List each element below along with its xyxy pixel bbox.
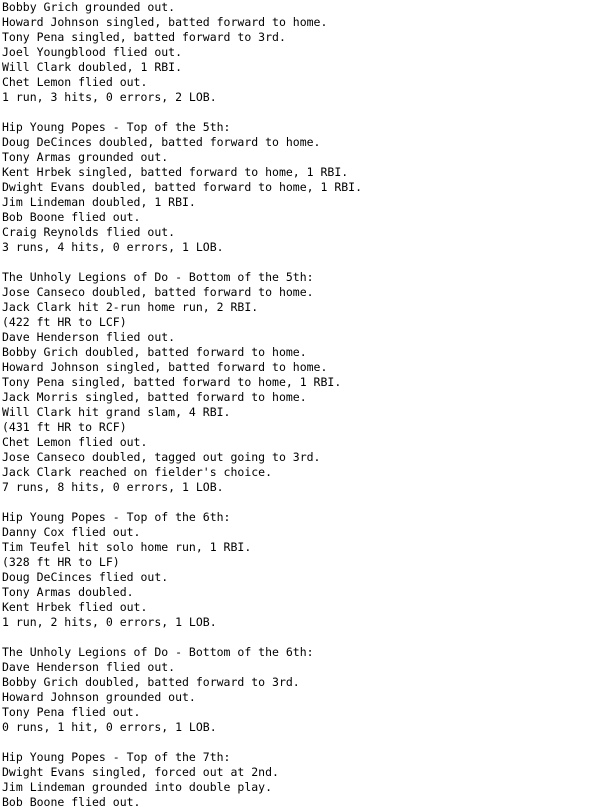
play-line: Will Clark hit grand slam, 4 RBI. bbox=[2, 405, 231, 419]
inning-summary: 7 runs, 8 hits, 0 errors, 1 LOB. bbox=[2, 480, 224, 494]
play-line: Jack Clark reached on fielder's choice. bbox=[2, 465, 273, 479]
play-line: Dave Henderson flied out. bbox=[2, 330, 176, 344]
inning-summary: 1 run, 2 hits, 0 errors, 1 LOB. bbox=[2, 615, 217, 629]
inning-header: Hip Young Popes - Top of the 6th: bbox=[2, 510, 231, 524]
play-line: Doug DeCinces flied out. bbox=[2, 570, 169, 584]
play-line: (328 ft HR to LF) bbox=[2, 555, 120, 569]
play-line: Doug DeCinces doubled, batted forward to home. bbox=[2, 135, 321, 149]
inning-summary: 3 runs, 4 hits, 0 errors, 1 LOB. bbox=[2, 240, 224, 254]
inning-header: Hip Young Popes - Top of the 7th: bbox=[2, 750, 231, 764]
play-line: Howard Johnson singled, batted forward to home. bbox=[2, 15, 328, 29]
play-line: Bobby Grich doubled, batted forward to home. bbox=[2, 345, 307, 359]
play-line: Jack Clark hit 2-run home run, 2 RBI. bbox=[2, 300, 259, 314]
play-line: Danny Cox flied out. bbox=[2, 525, 141, 539]
play-line: Bobby Grich grounded out. bbox=[2, 0, 176, 14]
play-line: Tony Armas grounded out. bbox=[2, 150, 169, 164]
play-line: Jose Canseco doubled, tagged out going to 3rd. bbox=[2, 450, 321, 464]
play-line: Bobby Grich doubled, batted forward to 3rd. bbox=[2, 675, 300, 689]
play-line: Howard Johnson grounded out. bbox=[2, 690, 196, 704]
inning-summary: 0 runs, 1 hit, 0 errors, 1 LOB. bbox=[2, 720, 217, 734]
play-line: Tony Pena singled, batted forward to 3rd. bbox=[2, 30, 286, 44]
play-line: (431 ft HR to RCF) bbox=[2, 420, 127, 434]
play-line: Dwight Evans doubled, batted forward to home, 1 RBI. bbox=[2, 180, 363, 194]
play-line: Kent Hrbek singled, batted forward to home, 1 RBI. bbox=[2, 165, 349, 179]
play-line: Dave Henderson flied out. bbox=[2, 660, 176, 674]
inning-header: The Unholy Legions of Do - Bottom of the 6th: bbox=[2, 645, 314, 659]
play-line: Craig Reynolds flied out. bbox=[2, 225, 176, 239]
blank-line bbox=[2, 630, 362, 645]
play-line: Tony Armas doubled. bbox=[2, 585, 134, 599]
play-line: Chet Lemon flied out. bbox=[2, 435, 148, 449]
inning-header: Hip Young Popes - Top of the 5th: bbox=[2, 120, 231, 134]
play-line: Jim Lindeman doubled, 1 RBI. bbox=[2, 195, 196, 209]
play-line: (422 ft HR to LCF) bbox=[2, 315, 127, 329]
play-line: Joel Youngblood flied out. bbox=[2, 45, 183, 59]
inning-summary: 1 run, 3 hits, 0 errors, 2 LOB. bbox=[2, 90, 217, 104]
play-line: Tony Pena flied out. bbox=[2, 705, 141, 719]
play-line: Chet Lemon flied out. bbox=[2, 75, 148, 89]
play-line: Bob Boone flied out. bbox=[2, 210, 141, 224]
blank-line bbox=[2, 105, 362, 120]
play-line: Kent Hrbek flied out. bbox=[2, 600, 148, 614]
play-line: Tony Pena singled, batted forward to home, 1 RBI. bbox=[2, 375, 342, 389]
blank-line bbox=[2, 495, 362, 510]
play-line: Tim Teufel hit solo home run, 1 RBI. bbox=[2, 540, 252, 554]
inning-header: The Unholy Legions of Do - Bottom of the 5th: bbox=[2, 270, 314, 284]
play-line: Bob Boone flied out. bbox=[2, 795, 141, 809]
blank-line bbox=[2, 735, 362, 750]
play-line: Jack Morris singled, batted forward to home. bbox=[2, 390, 307, 404]
play-line: Will Clark doubled, 1 RBI. bbox=[2, 60, 183, 74]
play-line: Dwight Evans singled, forced out at 2nd. bbox=[2, 765, 279, 779]
play-line: Howard Johnson singled, batted forward to home. bbox=[2, 360, 328, 374]
play-line: Jim Lindeman grounded into double play. bbox=[2, 780, 273, 794]
play-line: Jose Canseco doubled, batted forward to home. bbox=[2, 285, 314, 299]
play-by-play-log bbox=[2, 0, 362, 810]
blank-line bbox=[2, 255, 362, 270]
